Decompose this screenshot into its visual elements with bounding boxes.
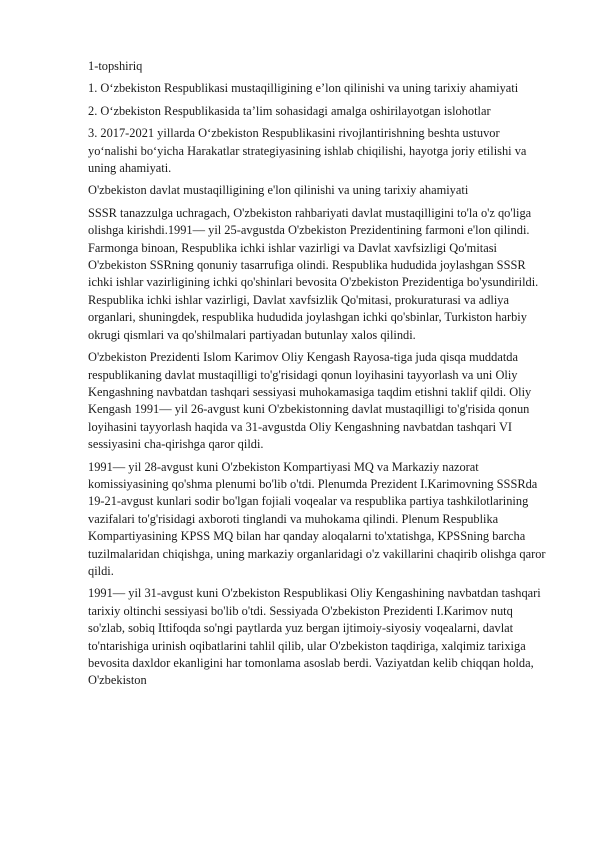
document-page — [88, 58, 548, 695]
paragraph-2: O'zbekiston Prezidenti Islom Karimov Oliy Kengash Rayosa-tiga juda qisqa muddatda respublikaning davlat mustaqilligi to'g'risidagi qonun loyihasini tayyorlash va uni Oliy Kengashning navbatdan tashqari sessiyasi muhokamasiga taqdim etishni taklif qildi. Oliy Kengash 1991— yil 26-avgust kuni O'zbekistonning davlat mustaqilligi to'g'risida qonun loyihasini tayyorlash haqida va 31-avgustda Oliy Kengashning navbatdan tashqari VI sessiyasini cha-qirishga qaror qildi. — [88, 350, 532, 452]
paragraph-1: SSSR tanazzulga uchragach, O'zbekiston rahbariyati davlat mustaqilligini to'la o'z qo'liga olishga kirishdi.1991— yil 25-avgustda O'zbekiston Prezidentining farmoni e'lon qilindi. Farmonga binoan, Respublika ichki ishlar vazirligi va Davlat xavfsizligi Qo'mitasi O'zbekiston SSRning qonuniy tasarrufiga olindi. Respublika hududida joylashgan SSSR ichki ishlar vazirligining ichki qo'shinlari bevosita O'zbekiston Prezidentiga bo'ysundirildi. Respublika ichki ishlar vazirligi, Davlat xavfsizlik Qo'mitasi, prokuraturasi va adliya organlari, shuningdek, respublika hududida joylashgan ichki qo'sbinlar, Turkiston harbiy okrugi qismlari va qo'shilmalari partiyadan butunlay xalos qilindi. — [88, 205, 539, 342]
task-item-2: 2. O‘zbekiston Respublikasida ta’lim sohasidagi amalga oshirilayotgan islohotlar — [88, 103, 491, 118]
task-item-3: 3. 2017-2021 yillarda O‘zbekiston Respublikasini rivojlantirishning beshta ustuvor yo‘nalishi bo‘yicha Harakatlar strategiyasining ishlab chiqilishi, hayotga joriy etilishi va uning ahamiyati. — [88, 126, 527, 176]
document-heading: 1-topshiriq — [88, 59, 143, 73]
section-title: O'zbekiston davlat mustaqilligining e'lon qilinishi va uning tarixiy ahamiyati — [88, 183, 469, 198]
paragraph-3: 1991— yil 28-avgust kuni O'zbekiston Kompartiyasi MQ va Markaziy nazorat komissiyasining qo'shma plenumi bo'lib o'tdi. Plenumda Prezident I.Karimovning SSSRda 19-21-avgust kunlari sodir bo'lgan fojiali voqealar va respublika partiya tashkilotlarining vazifalari to'g'risidagi axboroti tinglandi va muhokama qilindi. Plenum Respublika Kompartiyasining KPSS MQ bilan har qanday aloqalarni to'xtatishga, KPSSning barcha tuzilmalaridan chiqishga, uning markaziy organlaridagi o'z vakillarini chaqirib olishga qaror qildi. — [88, 459, 546, 578]
task-item-1: 1. O‘zbekiston Respublikasi mustaqilligining e’lon qilinishi va uning tarixiy ahamiyati — [88, 81, 519, 96]
paragraph-4: 1991— yil 31-avgust kuni O'zbekiston Respublikasi Oliy Kengashining navbatdan tashqari tarixiy oltinchi sessiyasi bo'lib o'tdi. Sessiyada O'zbekiston Prezidenti I.Karimov nutq so'zlab, sobiq Ittifoqda so'ngi paytlarda yuz bergan ijtimoiy-siyosiy voqealarni, davlat to'ntarishiga urinish oqibatlarini tahlil qilib, ular O'zbekiston taqdiriga, xalqimiz tarixiga bevosita daxldor ekanligini har tomonlama asoslab berdi. Vaziyatdan kelib chiqqan holda, O'zbekiston — [88, 586, 541, 688]
